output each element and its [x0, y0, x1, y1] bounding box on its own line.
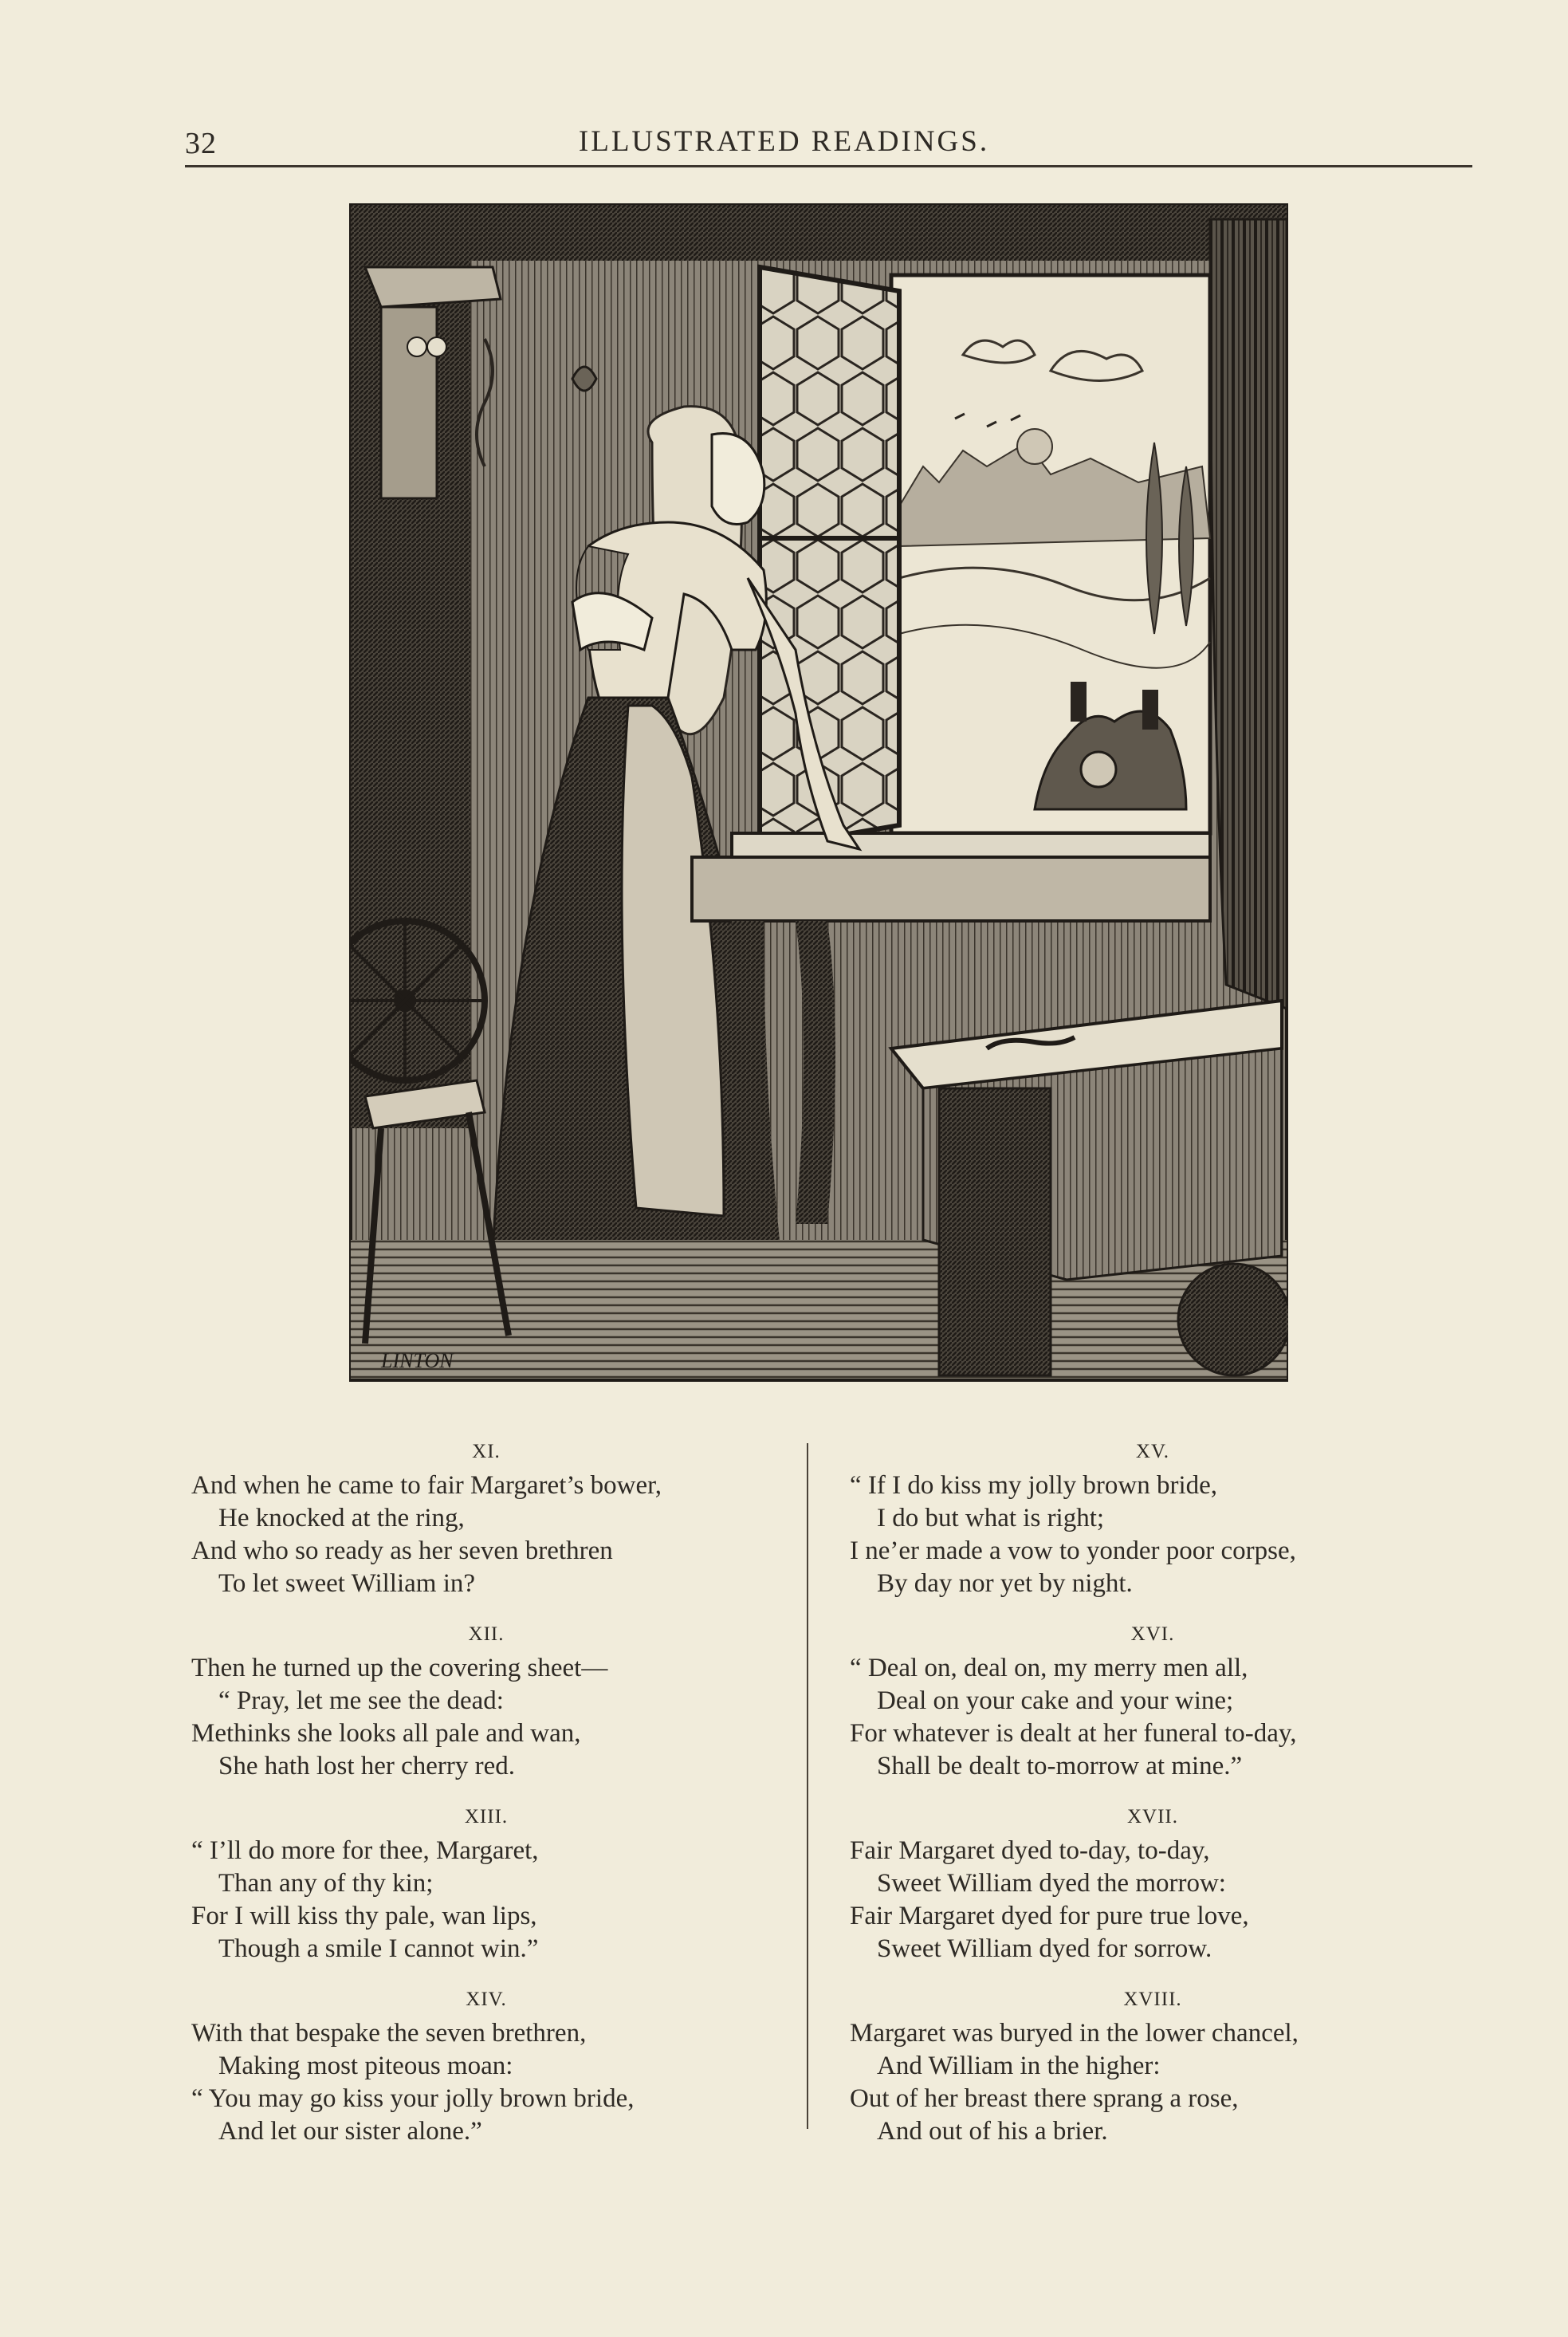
verse-line: To let sweet William in? [218, 1569, 476, 1598]
right-column [850, 1435, 1456, 2166]
stanza-numeral: XII. [468, 1623, 505, 1645]
verse-line: Sweet William dyed for sorrow. [877, 1934, 1212, 1963]
verse-line: Deal on your cake and your wine; [877, 1686, 1234, 1715]
stanza-xiv [191, 1983, 781, 2148]
stanza-xviii [850, 1983, 1456, 2148]
stanza-xii [191, 1618, 781, 1783]
verse-line: Fair Margaret dyed to-day, to-day, [850, 1836, 1210, 1865]
stanza-numeral: XVI. [1130, 1623, 1175, 1645]
stanza-numeral: XI. [472, 1441, 501, 1462]
page-number: 32 [185, 127, 217, 160]
verse-line: I do but what is right; [877, 1504, 1105, 1532]
running-head: ILLUSTRATED READINGS. [578, 125, 990, 158]
verse-line: I ne’er made a vow to yonder poor corpse, [850, 1536, 1296, 1565]
stanza-xi [191, 1435, 781, 1600]
verse-line: “ Pray, let me see the dead: [218, 1686, 504, 1715]
stanza-numeral: XVII. [1126, 1806, 1178, 1828]
stanza-numeral: XIV. [466, 1989, 507, 2010]
stanza-numeral: XVIII. [1123, 1989, 1182, 2010]
verse-line: Sweet William dyed the morrow: [877, 1869, 1226, 1898]
verse-line: Shall be dealt to-morrow at mine.” [877, 1752, 1243, 1780]
verse-line: Making most piteous moan: [218, 2052, 513, 2080]
verse-line: “ Deal on, deal on, my merry men all, [850, 1654, 1248, 1682]
verse-line: Then he turned up the covering sheet— [191, 1654, 608, 1682]
verse-line: “ If I do kiss my jolly brown bride, [850, 1471, 1218, 1500]
verse-line: For whatever is dealt at her funeral to-day, [850, 1719, 1297, 1748]
verse-line: He knocked at the ring, [218, 1504, 465, 1532]
verse-line: Margaret was buryed in the lower chancel, [850, 2019, 1299, 2048]
verse-line: Though a smile I cannot win.” [218, 1934, 539, 1963]
verse-line: Fair Margaret dyed for pure true love, [850, 1902, 1249, 1930]
verse-line: “ I’ll do more for thee, Margaret, [191, 1836, 539, 1865]
verse-line: And when he came to fair Margaret’s bower, [191, 1471, 662, 1500]
verse-line: And who so ready as her seven brethren [191, 1536, 613, 1565]
verse-line: She hath lost her cherry red. [218, 1752, 516, 1780]
stanza-numeral: XIII. [464, 1806, 509, 1828]
stanza-xiii [191, 1800, 781, 1965]
verse-line: Out of her breast there sprang a rose, [850, 2084, 1239, 2113]
column-divider [807, 1443, 808, 2129]
verse-line: And William in the higher: [877, 2052, 1161, 2080]
stanza-numeral: XV. [1135, 1441, 1170, 1462]
stanza-xvi [850, 1618, 1456, 1783]
verse-line: And let our sister alone.” [218, 2117, 482, 2146]
verse-line: Than any of thy kin; [218, 1869, 434, 1898]
stanza-xv [850, 1435, 1456, 1600]
verse-line: “ You may go kiss your jolly brown bride, [191, 2084, 635, 2113]
verse-line: Methinks she looks all pale and wan, [191, 1719, 581, 1748]
verse-line: By day nor yet by night. [877, 1569, 1133, 1598]
header-rule [185, 165, 1472, 167]
illustration-signature: LINTON [381, 1349, 454, 1372]
left-column [191, 1435, 781, 2166]
engraved-illustration [349, 203, 1288, 1382]
stanza-xvii [850, 1800, 1456, 1965]
verse-line: For I will kiss thy pale, wan lips, [191, 1902, 537, 1930]
verse-line: And out of his a brier. [877, 2117, 1108, 2146]
verse-line: With that bespake the seven brethren, [191, 2019, 587, 2048]
